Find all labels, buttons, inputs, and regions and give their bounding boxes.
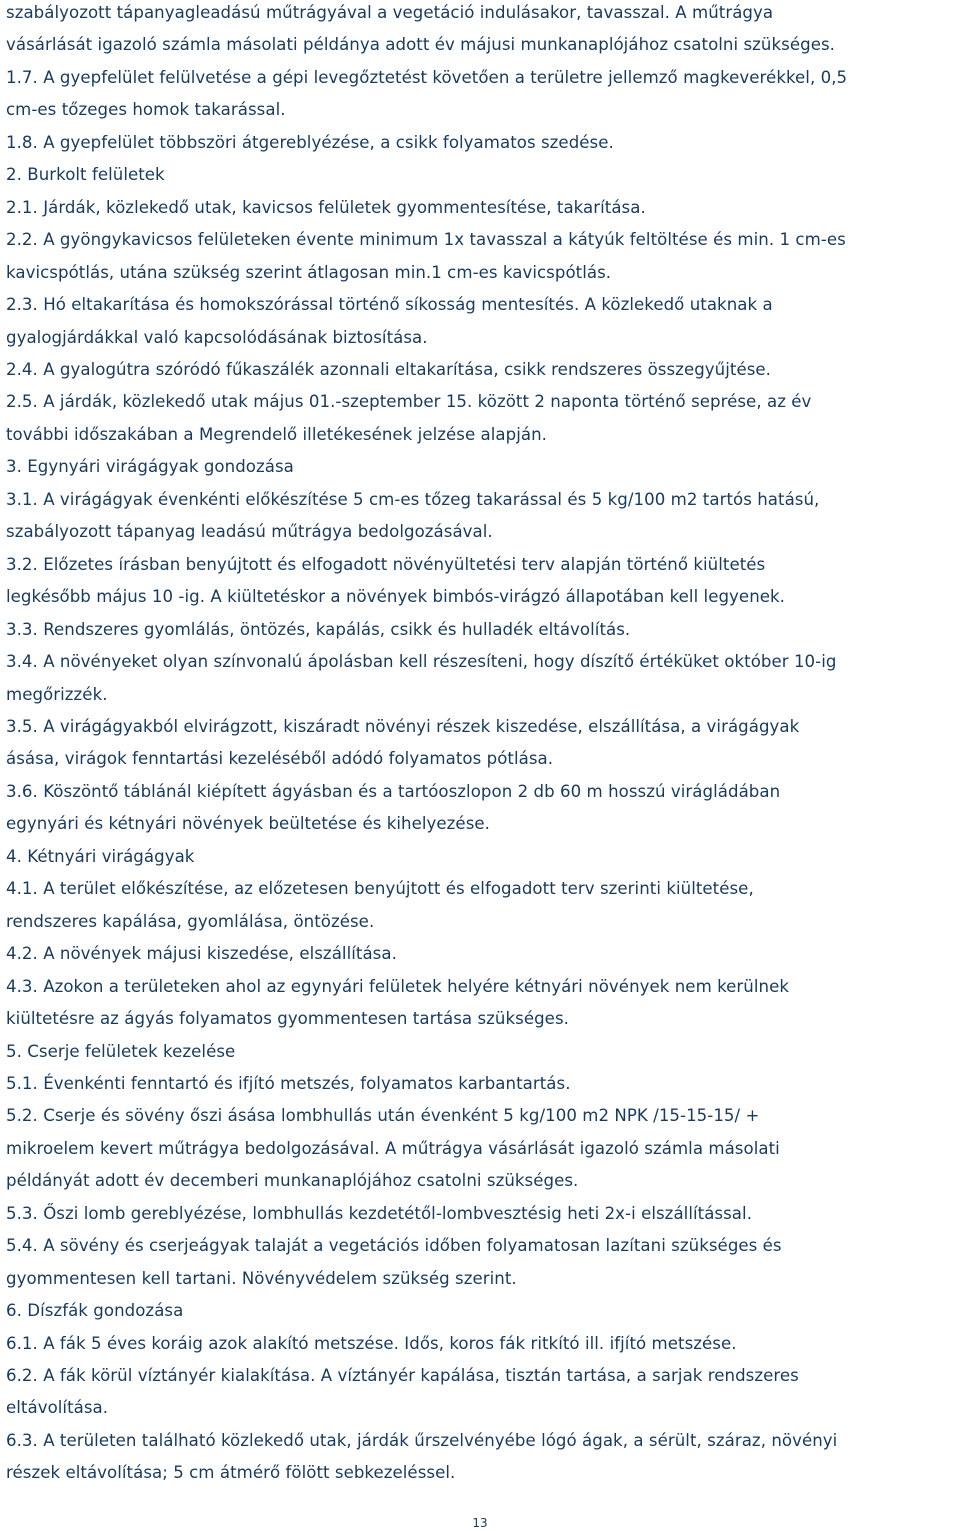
text-line: 5.2. Cserje és sövény őszi ásása lombhullás után évenként 5 kg/100 m2 NPK /15-15-15/ + [6,1106,760,1126]
section-heading: 6. Díszfák gondozása [6,1301,184,1321]
text-line: rendszeres kapálása, gyomlálása, öntözése. [6,911,375,931]
text-line: egynyári és kétnyári növények beültetése és kihelyezése. [6,814,490,834]
text-line: 6.2. A fák körül víztányér kialakítása. A víztányér kapálása, tisztán tartása, a sarjak rendszeres [6,1366,799,1386]
text-line: megőrizzék. [6,684,108,704]
text-line: 1.8. A gyepfelület többszöri átgereblyézése, a csikk folyamatos szedése. [6,132,614,152]
text-line: 5.3. Őszi lomb gereblyézése, lombhullás kezdetétől-lombvesztésig heti 2x-i elszállítással. [6,1203,753,1223]
text-line: szabályozott tápanyag leadású műtrágya bedolgozásával. [6,522,493,542]
text-line: kiültetésre az ágyás folyamatos gyommentesen tartása szükséges. [6,1009,569,1029]
text-line: cm-es tőzeges homok takarással. [6,100,286,120]
text-line: legkésőbb május 10 -ig. A kiültetéskor a növények bimbós-virágzó állapotában kell legyenek. [6,587,786,607]
text-line: vásárlását igazoló számla másolati példánya adott év májusi munkanaplójához csatolni szükséges. [6,35,835,55]
text-line: 6.1. A fák 5 éves koráig azok alakító metszése. Idős, koros fák ritkító ill. ifjító metszése. [6,1333,737,1353]
text-line: 2.4. A gyalogútra szóródó fűkaszálék azonnali eltakarítása, csikk rendszeres összegyűjtése. [6,359,771,379]
text-line: 4.2. A növények májusi kiszedése, elszállítása. [6,944,397,964]
text-line: 3.3. Rendszeres gyomlálás, öntözés, kapálás, csikk és hulladék eltávolítás. [6,619,631,639]
text-line: 3.6. Köszöntő táblánál kiépített ágyásban és a tartóoszlopon 2 db 60 m hosszú virágládában [6,781,781,801]
text-line: 6.3. A területen található közlekedő utak, járdák űrszelvényébe lógó ágak, a sérült, száraz, növényi [6,1430,838,1450]
text-line: részek eltávolítása; 5 cm átmérő fölött sebkezeléssel. [6,1463,456,1483]
text-line: 1.7. A gyepfelület felülvetése a gépi levegőztetést követően a területre jellemző magkeverékkel, 0,5 [6,67,848,87]
text-line: ásása, virágok fenntartási kezeléséből adódó folyamatos pótlása. [6,749,554,769]
text-line: gyalogjárdákkal való kapcsolódásának biztosítása. [6,327,428,347]
document-body [6,0,956,1490]
text-line: további időszakában a Megrendelő illetékesének jelzése alapján. [6,424,547,444]
page-number: 13 [472,1516,488,1530]
text-line: 3.5. A virágágyakból elvirágzott, kiszáradt növényi részek kiszedése, elszállítása, a virágágyak [6,716,800,736]
section-heading: 2. Burkolt felületek [6,165,165,185]
text-line: mikroelem kevert műtrágya bedolgozásával. A műtrágya vásárlását igazoló számla másolati [6,1138,780,1158]
text-line: kavicspótlás, utána szükség szerint átlagosan min.1 cm-es kavicspótlás. [6,262,612,282]
text-line: 2.3. Hó eltakarítása és homokszórással történő síkosság mentesítés. A közlekedő utaknak a [6,295,773,315]
text-line: példányát adott év decemberi munkanaplójához csatolni szükséges. [6,1171,579,1191]
section-heading: 4. Kétnyári virágágyak [6,846,195,866]
text-line: 3.2. Előzetes írásban benyújtott és elfogadott növényültetési terv alapján történő kiültetés [6,554,766,574]
text-line: 4.1. A terület előkészítése, az előzetesen benyújtott és elfogadott terv szerinti kiültetése, [6,879,754,899]
section-heading: 3. Egynyári virágágyak gondozása [6,457,294,477]
text-line: 2.1. Járdák, közlekedő utak, kavicsos felületek gyommentesítése, takarítása. [6,197,646,217]
text-line: 5.4. A sövény és cserjeágyak talaját a vegetációs időben folyamatosan lazítani szükséges és [6,1236,782,1256]
text-line: eltávolítása. [6,1398,109,1418]
text-line: 2.5. A járdák, közlekedő utak május 01.-szeptember 15. között 2 naponta történő seprése, az év [6,392,812,412]
text-line: szabályozott tápanyagleadású műtrágyával a vegetáció indulásakor, tavasszal. A műtrágya [6,3,774,22]
text-line: 3.4. A növényeket olyan színvonalú ápolásban kell részesíteni, hogy díszítő értéküket október 10-ig [6,652,837,672]
text-line: 4.3. Azokon a területeken ahol az egynyári felületek helyére kétnyári növények nem kerülnek [6,976,790,996]
text-line: 5.1. Évenkénti fenntartó és ifjító metszés, folyamatos karbantartás. [6,1073,571,1093]
text-line: 3.1. A virágágyak évenkénti előkészítése 5 cm-es tőzeg takarással és 5 kg/100 m2 tartós hatású, [6,489,820,509]
text-line: gyommentesen kell tartani. Növényvédelem szükség szerint. [6,1268,517,1288]
section-heading: 5. Cserje felületek kezelése [6,1041,236,1061]
text-line: 2.2. A gyöngykavicsos felületeken évente minimum 1x tavasszal a kátyúk feltöltése és min. 1 cm-es [6,230,846,250]
